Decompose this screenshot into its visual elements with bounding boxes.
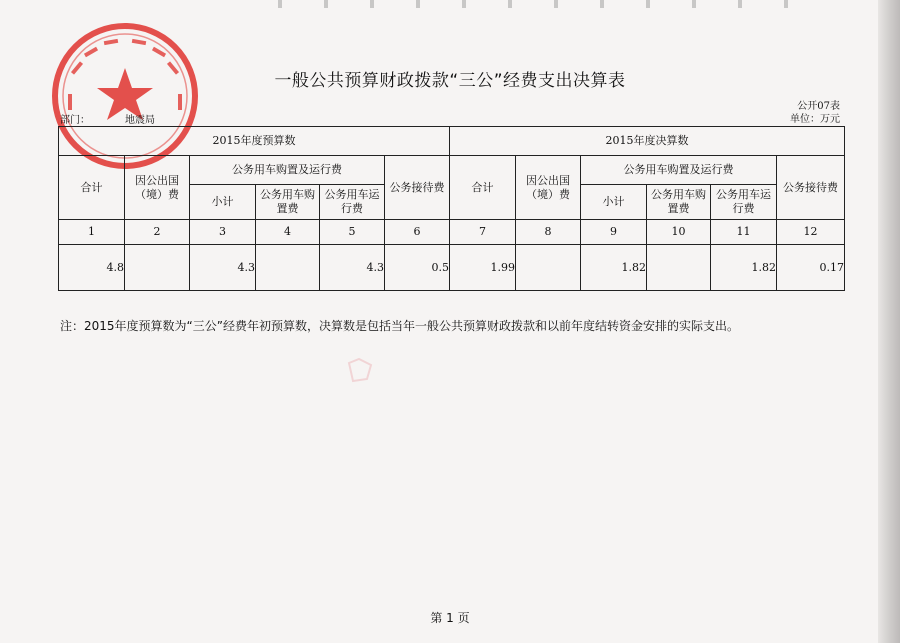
scan-edge-shadow xyxy=(878,0,900,643)
scan-bleed-marks xyxy=(260,0,820,8)
value-cell xyxy=(516,245,581,291)
actual-header: 2015年度决算数 xyxy=(450,127,845,156)
value-cell: 1.82 xyxy=(711,245,777,291)
department-value: 地震局 xyxy=(125,115,155,126)
budget-header: 2015年度预算数 xyxy=(59,127,450,156)
index-cell: 1 xyxy=(59,220,125,245)
header-vehicle-group: 公务用车购置及运行费 xyxy=(581,156,777,185)
report-table-wrap xyxy=(58,126,844,300)
header-reception: 公务接待费 xyxy=(777,156,845,220)
footnote: 注：2015年度预算数为“三公”经费年初预算数，决算数是包括当年一般公共预算财政拨款和以前年度结转资金安排的实际支出。 xyxy=(60,319,739,333)
value-cell: 4.3 xyxy=(190,245,256,291)
faint-stamp-mark xyxy=(345,355,375,385)
index-cell: 5 xyxy=(320,220,385,245)
header-abroad: 因公出国（境）费 xyxy=(516,156,581,220)
header-subtotal: 小计 xyxy=(190,185,256,220)
index-row xyxy=(59,220,845,245)
header-total: 合计 xyxy=(59,156,125,220)
index-cell: 7 xyxy=(450,220,516,245)
value-cell xyxy=(256,245,320,291)
header-reception: 公务接待费 xyxy=(385,156,450,220)
index-cell: 11 xyxy=(711,220,777,245)
page-number: 第 1 页 xyxy=(430,611,470,625)
index-cell: 3 xyxy=(190,220,256,245)
value-cell: 0.17 xyxy=(777,245,845,291)
index-cell: 6 xyxy=(385,220,450,245)
index-cell: 4 xyxy=(256,220,320,245)
value-cell: 4.8 xyxy=(59,245,125,291)
department-label: 部门： xyxy=(60,115,90,126)
header-vehicle-purchase: 公务用车购置费 xyxy=(647,185,711,220)
index-cell: 2 xyxy=(125,220,190,245)
document-title: 一般公共预算财政拨款“三公”经费支出决算表 xyxy=(274,71,626,91)
report-table xyxy=(58,126,845,291)
value-cell: 1.82 xyxy=(581,245,647,291)
form-number: 公开07表 xyxy=(797,101,840,112)
header-vehicle-operation: 公务用车运行费 xyxy=(711,185,777,220)
value-cell: 0.5 xyxy=(385,245,450,291)
header-vehicle-group: 公务用车购置及运行费 xyxy=(190,156,385,185)
index-cell: 9 xyxy=(581,220,647,245)
header-vehicle-purchase: 公务用车购置费 xyxy=(256,185,320,220)
header-total: 合计 xyxy=(450,156,516,220)
header-vehicle-operation: 公务用车运行费 xyxy=(320,185,385,220)
value-cell xyxy=(647,245,711,291)
index-cell: 10 xyxy=(647,220,711,245)
value-cell: 1.99 xyxy=(450,245,516,291)
header-subtotal: 小计 xyxy=(581,185,647,220)
unit-label: 单位：万元 xyxy=(790,114,840,125)
header-abroad: 因公出国（境）费 xyxy=(125,156,190,220)
index-cell: 12 xyxy=(777,220,845,245)
index-cell: 8 xyxy=(516,220,581,245)
data-row xyxy=(59,245,845,291)
value-cell: 4.3 xyxy=(320,245,385,291)
value-cell xyxy=(125,245,190,291)
